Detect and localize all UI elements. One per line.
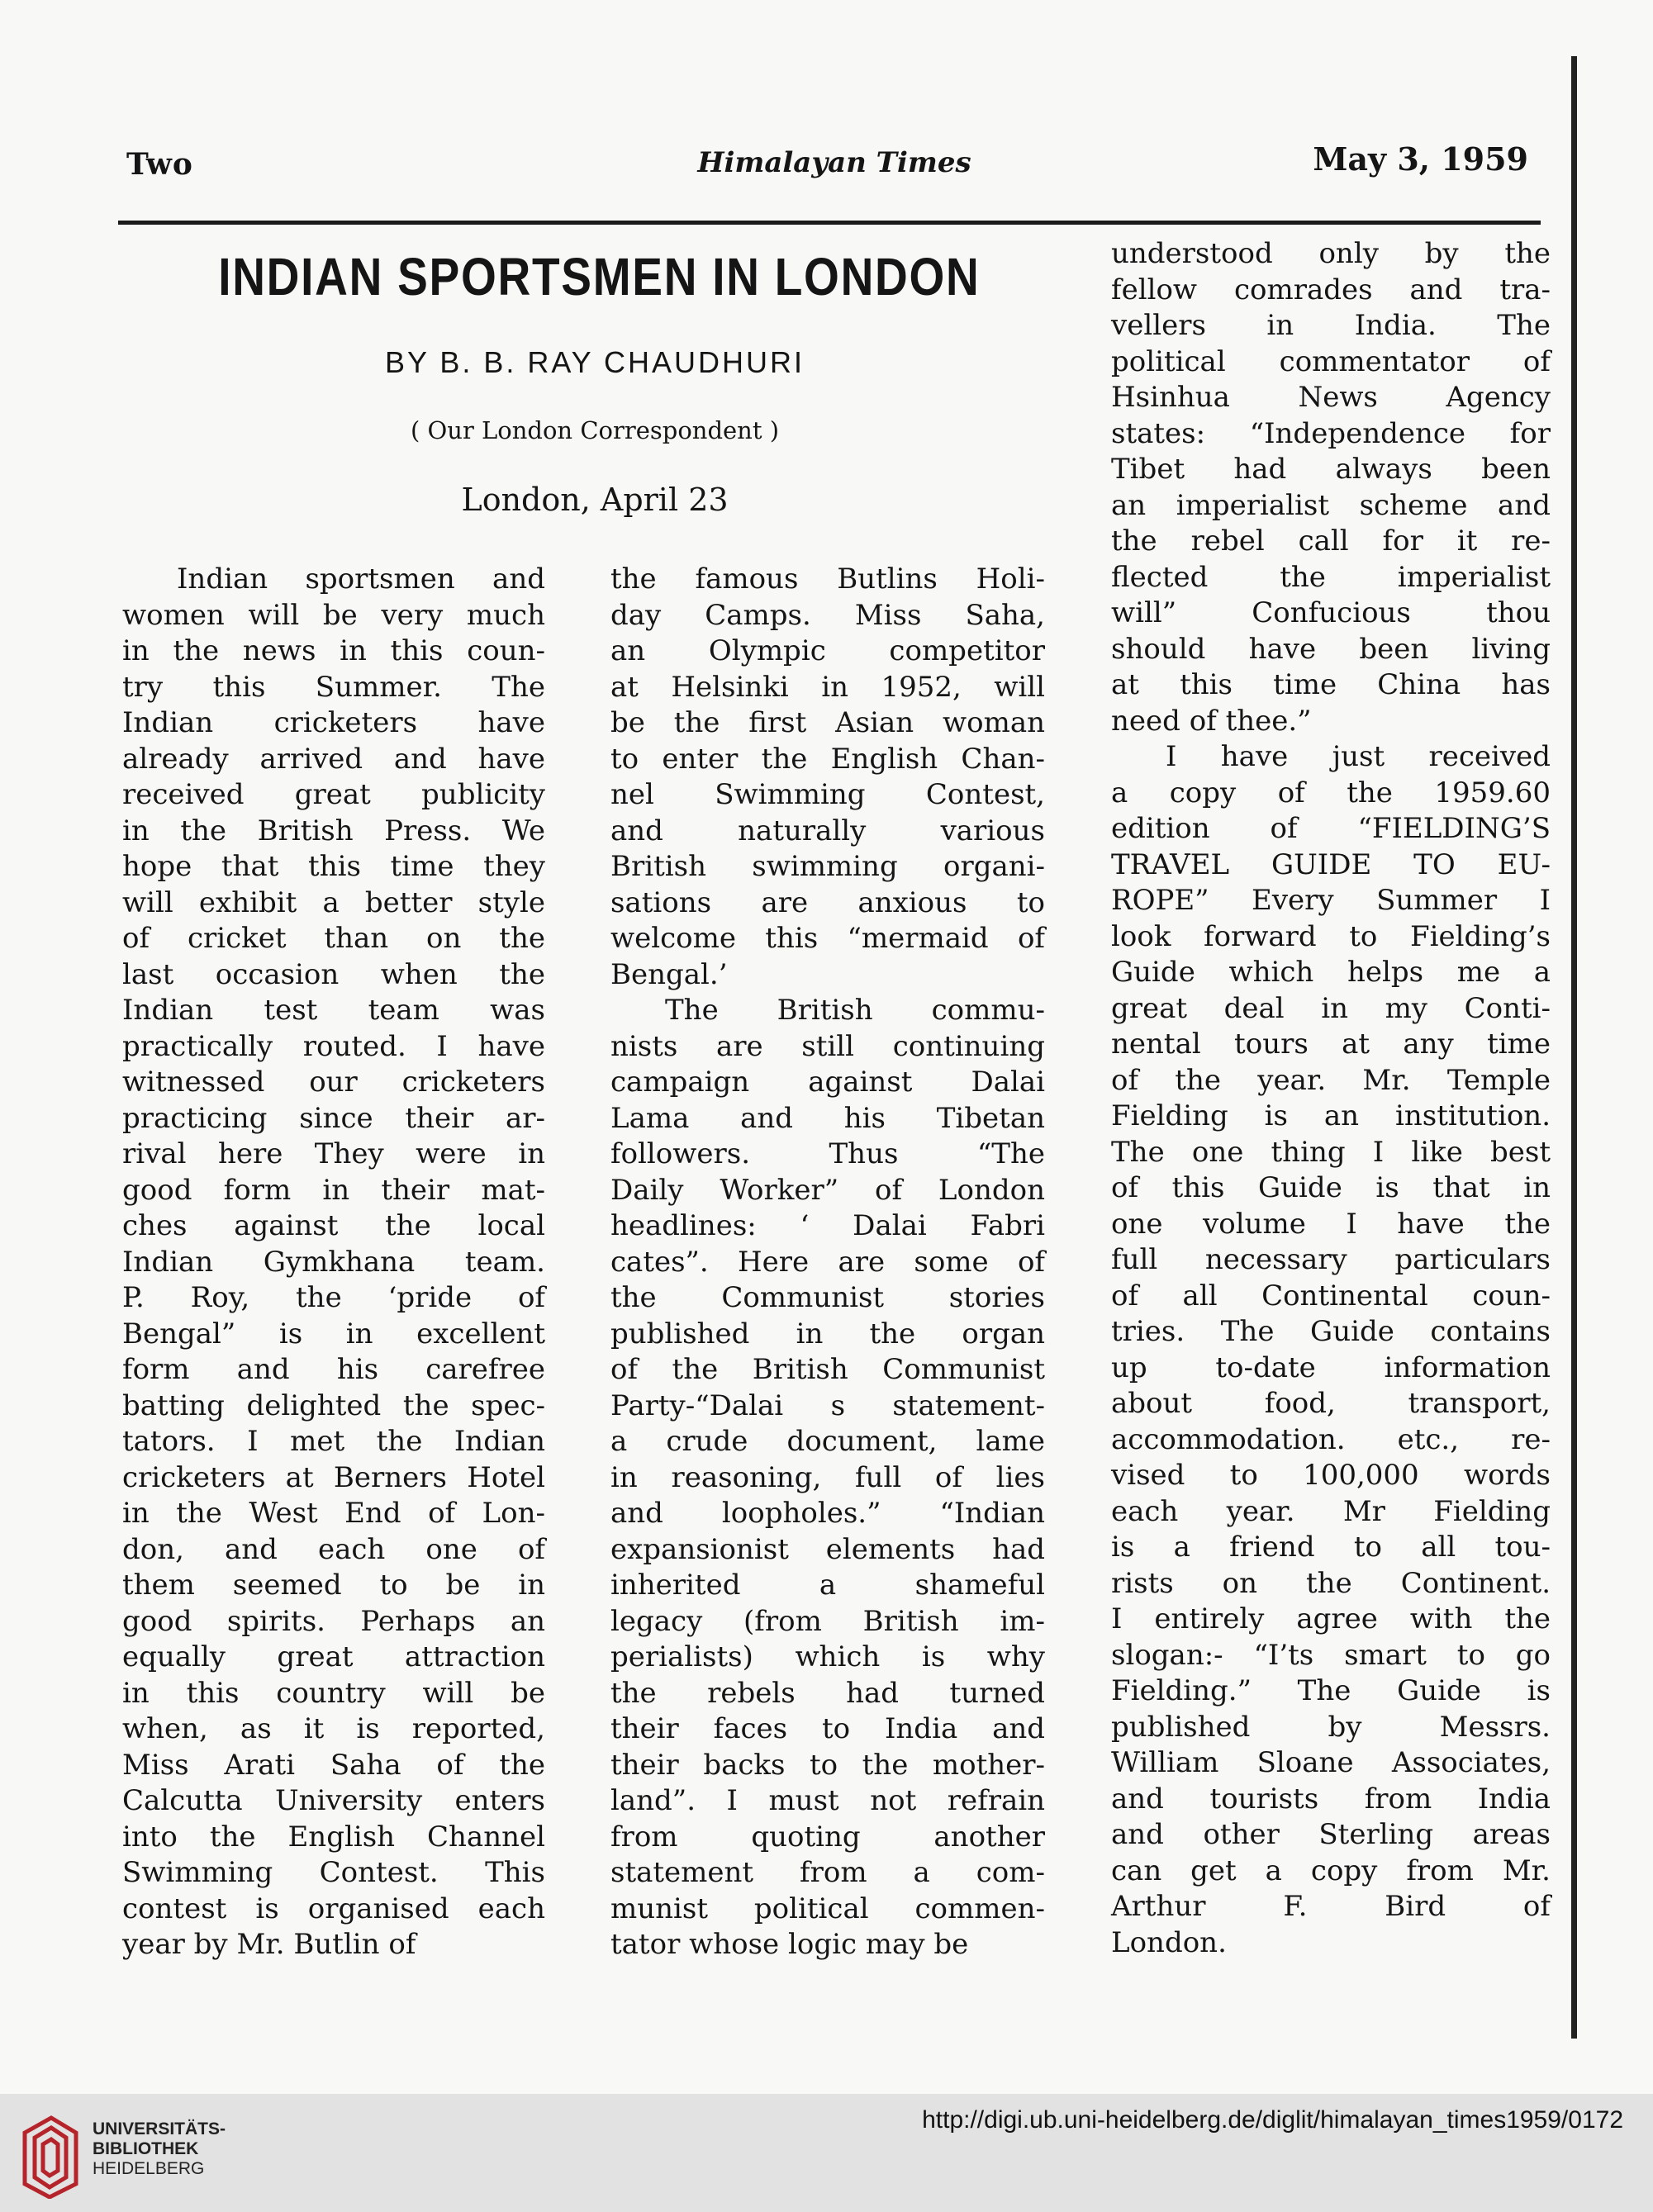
article-text-line: ROPE” Every Summer I (1111, 884, 1551, 917)
article-text-line: Fielding is an institution. (1111, 1099, 1551, 1132)
article-text-line: and tourists from India (1111, 1782, 1551, 1816)
article-text-line: and loopholes.” “Indian (610, 1497, 1045, 1530)
article-text-line: from quoting another (610, 1820, 1045, 1854)
article-text-line: women will be very much (122, 598, 545, 632)
article-text-line: batting delighted the spec- (122, 1388, 545, 1422)
article-column-2 (610, 562, 1045, 1963)
article-text-line: states: “Independence for (1111, 416, 1551, 450)
article-text-line: TRAVEL GUIDE TO EU- (1111, 847, 1551, 881)
article-text-line: nel Swimming Contest, (610, 778, 1045, 811)
article-text-line: published in the organ (610, 1317, 1045, 1350)
article-text-line: Bengal.’ (610, 957, 728, 991)
article-text-line: into the English Channel (122, 1820, 545, 1854)
article-text-line: P. Roy, the ‘pride of (122, 1281, 545, 1314)
article-text-line: them seemed to be in (122, 1569, 545, 1602)
article-text-line: the rebels had turned (610, 1676, 1045, 1710)
library-logo-icon (18, 2108, 83, 2199)
article-text-line: nental tours at any time (1111, 1028, 1551, 1061)
article-text-line: day Camps. Miss Saha, (610, 598, 1045, 632)
article-text-line: will” Confucious thou (1111, 596, 1551, 629)
article-text-line: munist political commen- (610, 1892, 1045, 1925)
library-name-line: BIBLIOTHEK (93, 2139, 199, 2158)
article-text-line: their backs to the mother- (610, 1748, 1045, 1782)
article-text-line: Bengal” is in excellent (122, 1317, 545, 1350)
article-text-line: accommodation. etc., re- (1111, 1422, 1551, 1456)
page-edge-rule (1571, 56, 1577, 2039)
article-column-3 (1111, 236, 1551, 1961)
page-number: Two (126, 147, 193, 182)
correspondent-note: ( Our London Correspondent ) (410, 416, 780, 444)
article-text-line: practicing since their ar- (122, 1101, 545, 1135)
article-text-line: try this Summer. The (122, 670, 545, 704)
article-text-line: of the British Communist (610, 1353, 1045, 1386)
article-headline: INDIAN SPORTSMEN IN LONDON (218, 247, 981, 306)
article-text-line: Calcutta University enters (122, 1784, 545, 1817)
article-text-line: flected the imperialist (1111, 560, 1551, 594)
article-text-line: practically routed. I have (122, 1029, 545, 1063)
article-text-line: political commentator of (1111, 344, 1551, 378)
article-text-line: already arrived and have (122, 742, 545, 776)
article-text-line: need of thee.” (1111, 704, 1312, 738)
article-text-line: Party-“Dalai s statement- (610, 1388, 1045, 1422)
article-text-line: followers. Thus “The (610, 1137, 1045, 1170)
article-text-line: in the news in this coun- (122, 634, 545, 667)
article-text-line: of cricket than on the (122, 922, 545, 955)
article-text-line: full necessary particulars (1111, 1243, 1551, 1276)
article-text-line: rival here They were in (122, 1137, 545, 1170)
article-text-line: Swimming Contest. This (122, 1856, 545, 1889)
article-dateline: London, April 23 (461, 482, 729, 518)
article-text-line: Guide which helps me a (1111, 956, 1551, 989)
article-text-line: look forward to Fielding’s (1111, 919, 1551, 953)
article-text-line: in the British Press. We (122, 814, 545, 847)
article-text-line: tator whose logic may be (610, 1928, 969, 1961)
article-text-line: can get a copy from Mr. (1111, 1854, 1551, 1887)
article-text-line: form and his carefree (122, 1353, 545, 1386)
article-text-line: at this time China has (1111, 668, 1551, 701)
article-text-line: ches against the local (122, 1209, 545, 1242)
article-text-line: campaign against Dalai (610, 1066, 1045, 1099)
article-text-line: Daily Worker” of London (610, 1173, 1045, 1207)
source-url-link[interactable]: http://digi.ub.uni-heidelberg.de/diglit/himalayan_times1959/0172 (922, 2106, 1623, 2134)
article-text-line: I entirely agree with the (1111, 1602, 1551, 1635)
article-text-line: welcome this “mermaid of (610, 922, 1045, 955)
article-text-line: their faces to India and (610, 1712, 1045, 1745)
article-text-line: received great publicity (122, 778, 545, 811)
article-text-line: legacy (from British im- (610, 1604, 1045, 1638)
article-text-line: cricketers at Berners Hotel (122, 1460, 545, 1494)
article-text-line: of the year. Mr. Temple (1111, 1063, 1551, 1097)
article-text-line: to enter the English Chan- (610, 742, 1045, 776)
article-text-line: Miss Arati Saha of the (122, 1748, 545, 1782)
article-text-line: each year. Mr Fielding (1111, 1494, 1551, 1528)
article-text-line: is a friend to all tou- (1111, 1531, 1551, 1564)
article-text-line: of all Continental coun- (1111, 1279, 1551, 1312)
article-text-line: statement from a com- (610, 1856, 1045, 1889)
article-text-line: perialists) which is why (610, 1640, 1045, 1673)
library-name-line: UNIVERSITÄTS- (93, 2119, 226, 2138)
article-text-line: contest is organised each (122, 1892, 545, 1925)
article-text-line: Hsinhua News Agency (1111, 381, 1551, 414)
article-text-line: the Communist stories (610, 1281, 1045, 1314)
article-text-line: year by Mr. Butlin of (122, 1928, 416, 1961)
article-text-line: an imperialist scheme and (1111, 488, 1551, 522)
article-text-line: fellow comrades and tra- (1111, 273, 1551, 306)
article-text-line: Indian sportsmen and (177, 562, 545, 596)
article-text-line: equally great attraction (122, 1640, 545, 1673)
article-text-line: in this country will be (122, 1676, 545, 1710)
article-text-line: Tibet had always been (1111, 453, 1551, 486)
article-text-line: Fielding.” The Guide is (1111, 1674, 1551, 1707)
article-text-line: sations are anxious to (610, 885, 1045, 919)
article-text-line: William Sloane Associates, (1111, 1746, 1551, 1779)
article-text-line: good spirits. Perhaps an (122, 1604, 545, 1638)
article-text-line: a copy of the 1959.60 (1111, 776, 1551, 809)
article-text-line: Indian cricketers have (122, 706, 545, 739)
masthead-divider (118, 221, 1541, 225)
article-column-1 (122, 562, 545, 1963)
article-text-line: cates”. Here are some of (610, 1245, 1045, 1279)
article-text-line: nists are still continuing (610, 1029, 1045, 1063)
article-text-line: British swimming organi- (610, 850, 1045, 883)
article-text-line: about food, transport, (1111, 1387, 1551, 1420)
article-text-line: in the West End of Lon- (122, 1497, 545, 1530)
library-name-line: HEIDELBERG (93, 2159, 205, 2178)
article-text-line: an Olympic competitor (610, 634, 1045, 667)
article-text-line: The one thing I like best (1111, 1135, 1551, 1169)
article-text-line: understood only by the (1111, 237, 1551, 270)
article-text-line: edition of “FIELDING’S (1111, 812, 1551, 845)
article-text-line: land”. I must not refrain (610, 1784, 1045, 1817)
issue-date: May 3, 1959 (1313, 140, 1528, 178)
article-text-line: the famous Butlins Holi- (610, 562, 1045, 596)
article-text-line: The British commu- (665, 994, 1045, 1027)
article-text-line: vised to 100,000 words (1111, 1459, 1551, 1492)
article-text-line: inherited a shameful (610, 1569, 1045, 1602)
article-text-line: hope that this time they (122, 850, 545, 883)
article-byline: BY B. B. RAY CHAUDHURI (384, 345, 805, 379)
article-text-line: Indian test team was (122, 994, 545, 1027)
article-text-line: the rebel call for it re- (1111, 525, 1551, 558)
article-text-line: tators. I met the Indian (122, 1425, 545, 1458)
article-text-line: rists on the Continent. (1111, 1566, 1551, 1600)
article-text-line: at Helsinki in 1952, will (610, 670, 1045, 704)
article-text-line: one volume I have the (1111, 1207, 1551, 1241)
article-text-line: and other Sterling areas (1111, 1818, 1551, 1851)
article-text-line: witnessed our cricketers (122, 1066, 545, 1099)
article-text-line: when, as it is reported, (122, 1712, 545, 1745)
article-text-line: expansionist elements had (610, 1532, 1045, 1566)
library-name (93, 2119, 226, 2179)
article-text-line: headlines: ‘ Dalai Fabri (610, 1209, 1045, 1242)
article-text-line: great deal in my Conti- (1111, 991, 1551, 1025)
article-text-line: London. (1111, 1925, 1227, 1959)
article-text-line: vellers in India. The (1111, 309, 1551, 342)
article-text-line: Indian Gymkhana team. (122, 1245, 545, 1279)
article-text-line: should have been living (1111, 632, 1551, 666)
article-text-line: slogan:- “I’ts smart to go (1111, 1638, 1551, 1672)
article-text-line: published by Messrs. (1111, 1710, 1551, 1744)
article-text-line: good form in their mat- (122, 1173, 545, 1207)
article-text-line: Arthur F. Bird of (1111, 1890, 1551, 1923)
article-text-line: last occasion when the (122, 957, 545, 991)
article-text-line: of this Guide is that in (1111, 1171, 1551, 1204)
article-text-line: don, and each one of (122, 1532, 545, 1566)
article-text-line: Lama and his Tibetan (610, 1101, 1045, 1135)
article-text-line: tries. The Guide contains (1111, 1315, 1551, 1348)
article-text-line: I have just received (1166, 740, 1551, 773)
article-text-line: up to-date information (1111, 1350, 1551, 1384)
article-text-line: in reasoning, full of lies (610, 1460, 1045, 1494)
article-text-line: be the first Asian woman (610, 706, 1045, 739)
article-text-line: and naturally various (610, 814, 1045, 847)
article-text-line: a crude document, lame (610, 1425, 1045, 1458)
newspaper-title: Himalayan Times (697, 146, 971, 179)
article-text-line: will exhibit a better style (122, 885, 545, 919)
